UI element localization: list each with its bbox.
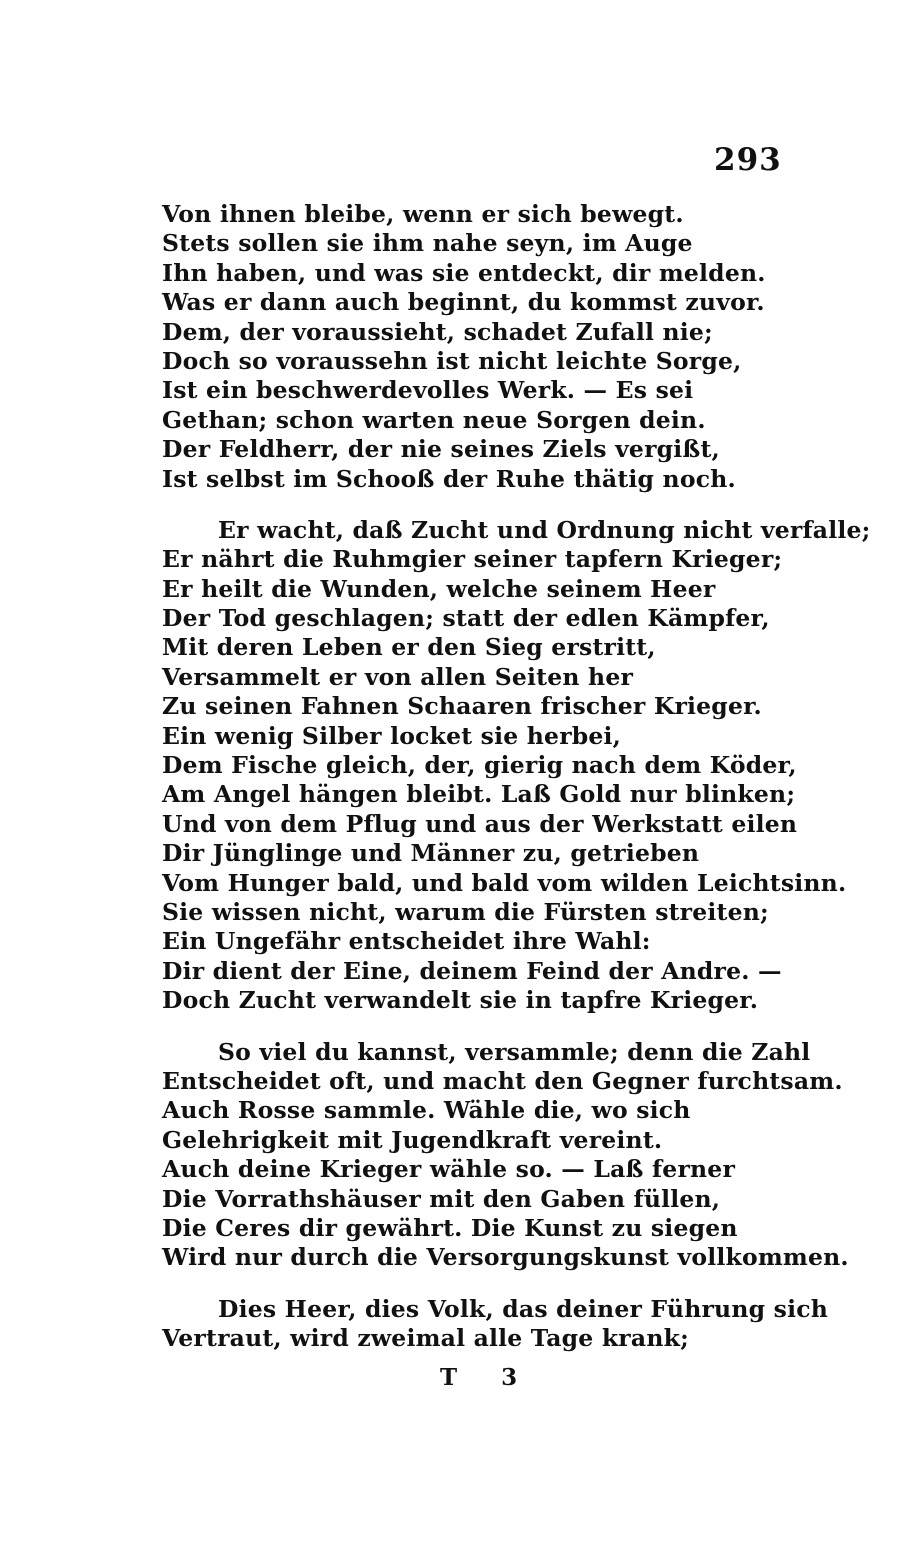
verse-line: Die Ceres dir gewährt. Die Kunst zu siegen — [162, 1213, 738, 1242]
verse-line: Vertraut, wird zweimal alle Tage krank; — [162, 1324, 689, 1353]
verse-line: Ihn haben, und was sie entdeckt, dir melden. — [162, 258, 766, 287]
verse-line: Doch Zucht verwandelt sie in tapfre Krieger. — [162, 986, 759, 1015]
verse-line: Am Angel hängen bleibt. Laß Gold nur blinken; — [162, 780, 796, 809]
verse-line: Dir dient der Eine, deinem Feind der Andre. — — [162, 956, 782, 985]
verse-line: So viel du kannst, versammle; denn die Zahl — [218, 1037, 811, 1066]
verse-line: Stets sollen sie ihm nahe seyn, im Auge — [162, 229, 693, 258]
verse-line: Er heilt die Wunden, welche seinem Heer — [162, 574, 716, 603]
verse-line: Dies Heer, dies Volk, das deiner Führung sich — [218, 1294, 828, 1323]
verse-line: Vom Hunger bald, und bald vom wilden Leichtsinn. — [162, 868, 847, 897]
verse-line: Gethan; schon warten neue Sorgen dein. — [162, 405, 706, 434]
page-number: 293 — [714, 142, 782, 178]
verse-line: Doch so voraussehn ist nicht leichte Sorge, — [162, 346, 742, 375]
stanza-4 — [162, 1294, 828, 1354]
verse-line: Ein Ungefähr entscheidet ihre Wahl: — [162, 927, 651, 956]
verse-line: Dem, der voraussieht, schadet Zufall nie; — [162, 317, 713, 346]
verse-line: Dem Fische gleich, der, gierig nach dem Köder, — [162, 751, 797, 780]
verse-line: Er wacht, daß Zucht und Ordnung nicht verfalle; — [218, 515, 871, 544]
poem-text — [162, 200, 871, 1375]
verse-line: Sie wissen nicht, warum die Fürsten streiten; — [162, 897, 769, 926]
verse-line: Zu seinen Fahnen Schaaren frischer Krieger. — [162, 692, 762, 721]
verse-line: Versammelt er von allen Seiten her — [162, 662, 634, 691]
verse-line: Was er dann auch beginnt, du kommst zuvor. — [162, 288, 765, 317]
verse-line: Der Tod geschlagen; statt der edlen Kämpfer, — [162, 604, 770, 633]
verse-line: Wird nur durch die Versorgungskunst vollkommen. — [162, 1243, 849, 1272]
verse-line: Auch deine Krieger wähle so. — Laß ferner — [162, 1155, 736, 1184]
verse-line: Von ihnen bleibe, wenn er sich bewegt. — [162, 200, 684, 228]
verse-line: Gelehrigkeit mit Jugendkraft vereint. — [162, 1125, 663, 1154]
stanza-3 — [162, 1037, 849, 1273]
verse-line: Ist selbst im Schooß der Ruhe thätig noch. — [162, 464, 736, 493]
stanza-2 — [162, 515, 871, 1016]
verse-line: Ist ein beschwerdevolles Werk. — Es sei — [162, 376, 694, 405]
verse-line: Ein wenig Silber locket sie herbei, — [162, 721, 622, 750]
signature-mark: T 3 — [440, 1364, 536, 1391]
verse-line: Der Feldherr, der nie seines Ziels vergißt, — [162, 435, 720, 464]
verse-line: Dir Jünglinge und Männer zu, getrieben — [162, 839, 700, 868]
verse-line: Er nährt die Ruhmgier seiner tapfern Krieger; — [162, 545, 783, 574]
verse-line: Auch Rosse sammle. Wähle die, wo sich — [162, 1096, 691, 1125]
stanza-1 — [162, 200, 812, 494]
verse-line: Entscheidet oft, und macht den Gegner furchtsam. — [162, 1066, 843, 1095]
verse-line: Mit deren Leben er den Sieg erstritt, — [162, 633, 656, 662]
verse-line: Und von dem Pflug und aus der Werkstatt eilen — [162, 809, 798, 838]
verse-line: Die Vorrathshäuser mit den Gaben füllen, — [162, 1184, 721, 1213]
